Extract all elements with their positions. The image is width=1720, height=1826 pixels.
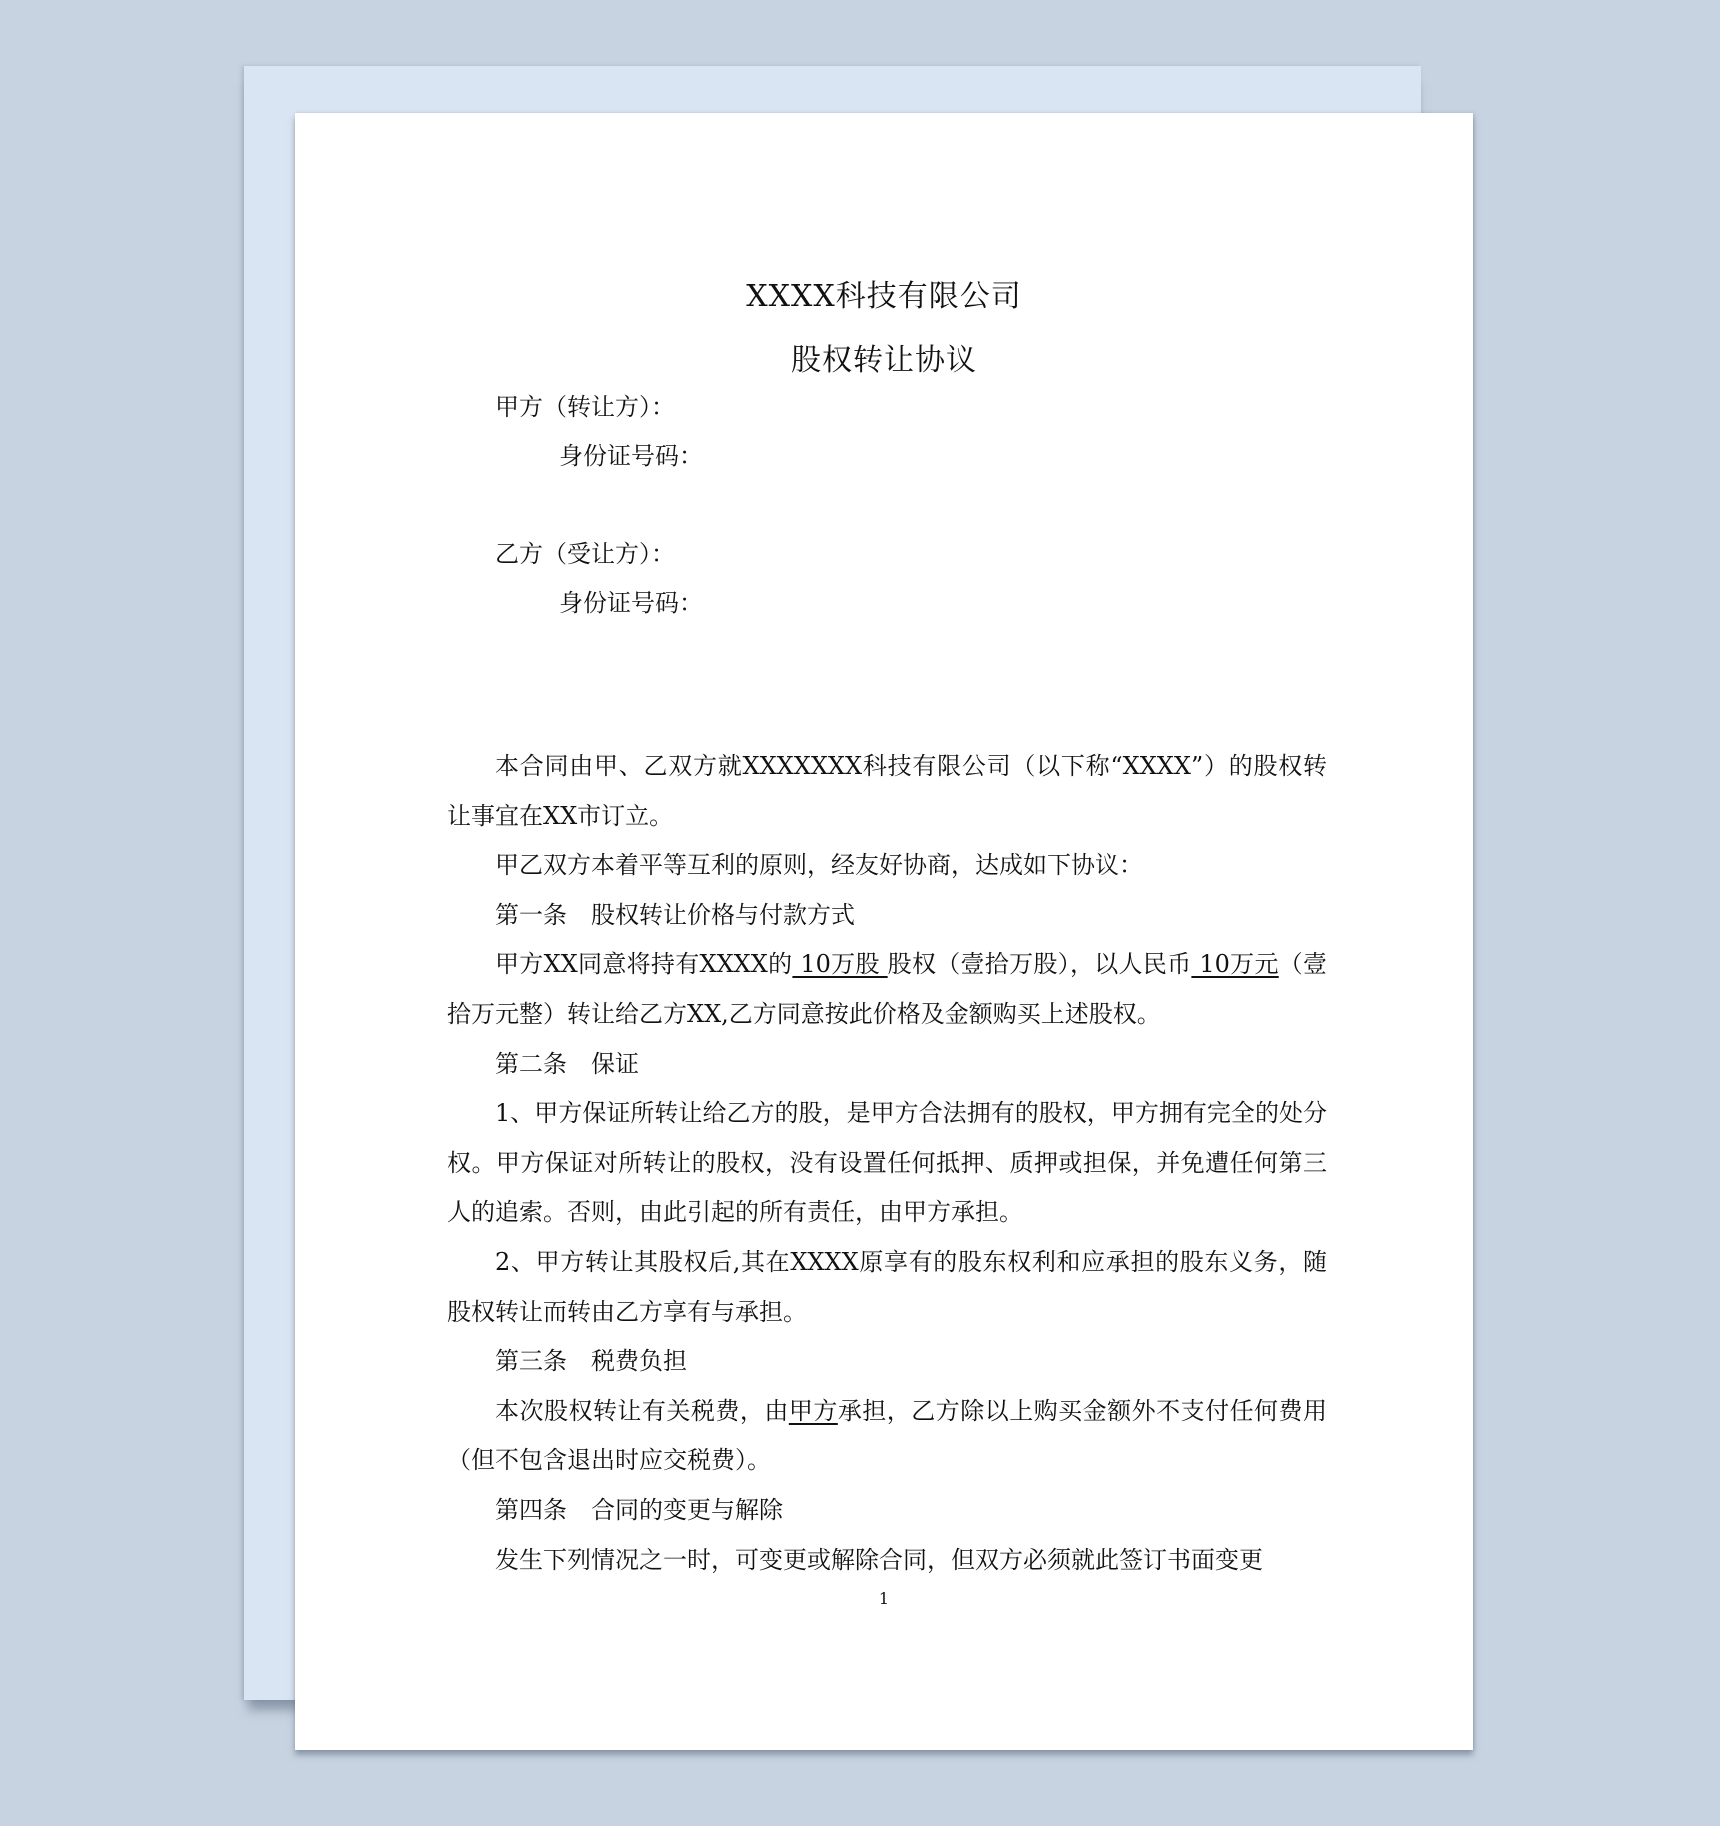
page-number: 1 bbox=[878, 1589, 890, 1608]
article-1-text-part: 股权（壹拾万股），以人民币 bbox=[887, 950, 1192, 979]
article-2-item-2: 2、甲方转让其股权后,其在XXXX原享有的股东权利和应承担的股东义务，随股权转让而转由乙方享有与承担。 bbox=[447, 1247, 1327, 1326]
shares-amount: 10万股 bbox=[792, 950, 888, 979]
article-2-item-1: 1、甲方保证所转让给乙方的股，是甲方合法拥有的股权，甲方拥有完全的处分权。甲方保证对所转让的股权，没有设置任何抵押、质押或担保，并免遭任何第三人的追索。否则，由此引起的所有责任，由甲方承担。 bbox=[447, 1099, 1327, 1227]
principle-paragraph: 甲乙双方本着平等互利的原则，经友好协商，达成如下协议： bbox=[495, 851, 1143, 880]
article-3-paragraph bbox=[447, 1387, 1327, 1486]
article-2-heading: 第二条 保证 bbox=[495, 1049, 639, 1078]
tax-payer: 甲方 bbox=[788, 1396, 838, 1425]
document-page bbox=[295, 113, 1473, 1750]
article-4-heading: 第四条 合同的变更与解除 bbox=[495, 1495, 783, 1524]
article-3-heading: 第三条 税费负担 bbox=[495, 1347, 687, 1376]
article-1-text-part: （壹拾万元整）转让给乙方XX,乙方同意按此价格及金额购买上述股权。 bbox=[447, 950, 1328, 1028]
party-b-label: 乙方（受让方）： bbox=[495, 540, 675, 568]
intro-paragraph: 本合同由甲、乙双方就XXXXXXX科技有限公司（以下称“XXXX”）的股权转让事宜在XX市订立。 bbox=[447, 752, 1327, 830]
price-amount: 10万元 bbox=[1191, 950, 1279, 979]
article-1-text-part: 甲方XX同意将持有XXXX的 bbox=[495, 950, 793, 979]
agreement-body bbox=[447, 742, 1327, 1585]
article-1-heading: 第一条 股权转让价格与付款方式 bbox=[495, 900, 855, 929]
party-b-id-label: 身份证号码： bbox=[559, 589, 703, 617]
article-3-text-part: 本次股权转让有关税费，由 bbox=[495, 1396, 789, 1425]
article-4-paragraph: 发生下列情况之一时，可变更或解除合同，但双方必须就此签订书面变更 bbox=[495, 1545, 1263, 1574]
party-a-label: 甲方（转让方）： bbox=[495, 393, 675, 421]
agreement-title: 股权转让协议 bbox=[791, 343, 977, 378]
article-1-paragraph bbox=[447, 940, 1327, 1039]
party-a-id-label: 身份证号码： bbox=[559, 442, 703, 470]
company-title: XXXX科技有限公司 bbox=[746, 279, 1022, 314]
article-3-text-part: 承担，乙方除以上购买金额外不支付任何费用（但不包含退出时应交税费）。 bbox=[447, 1396, 1328, 1475]
